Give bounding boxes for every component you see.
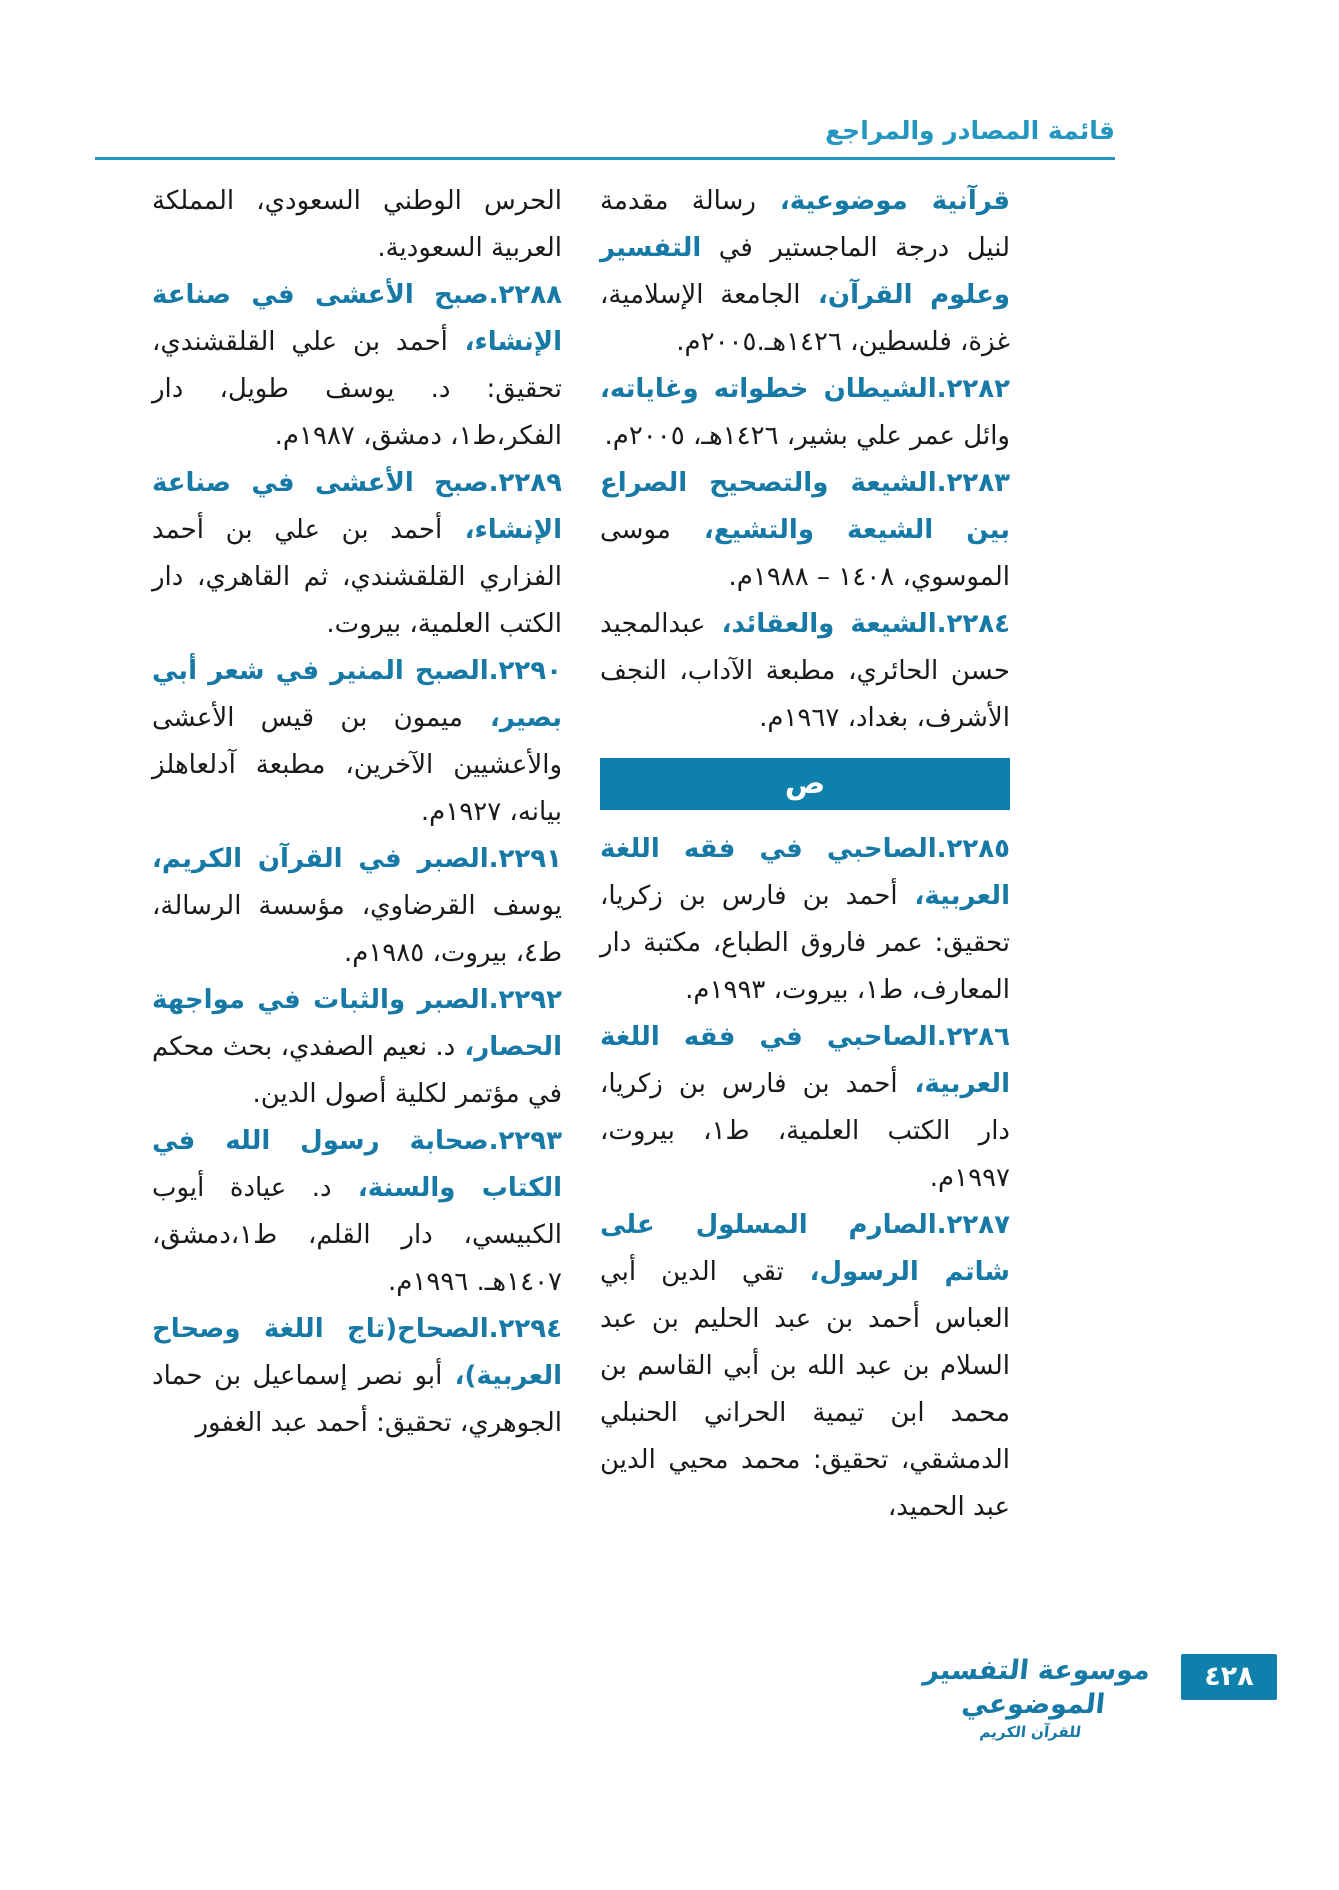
entry-body: ميمون بن قيس الأعشى والأعشيين الآخرين، مطبعة آدلعاهلز بيانه، ١٩٢٧م. [152,703,562,827]
entry-body: أحمد بن علي بن أحمد الفزاري القلقشندي، ثم القاهري، دار الكتب العلمية، بيروت. [152,515,562,639]
section-letter: ص [784,766,826,801]
bibliography-entry [152,460,562,648]
page-header [95,116,1115,160]
entry-title: ٢٢٩٢.الصبر والثبات في مواجهة الحصار، [152,985,562,1062]
bibliography-entry [600,1014,1010,1202]
entry-continuation [152,178,562,272]
publisher-logo-subtitle: للقرآن الكريم [978,1723,1083,1741]
bibliography-entry [600,1202,1010,1531]
entry-title: ٢٢٨٩.صبح الأعشى في صناعة الإنشاء، [152,468,562,545]
entry-body: عبدالمجيد حسن الحائري، مطبعة الآداب، النجف الأشرف، بغداد، ١٩٦٧م. [600,609,1010,733]
entry-continuation [600,178,1010,366]
entry-title: التفسير وعلوم القرآن، [600,233,1010,310]
entry-title: ٢٢٨٤.الشيعة والعقائد، [705,609,1010,639]
entry-body: أحمد بن علي القلقشندي، تحقيق: د. يوسف طويل، دار الفكر،ط١، دمشق، ١٩٨٧م. [152,327,562,451]
bibliography-entry [600,366,1010,460]
entry-body: أحمد بن فارس بن زكريا، تحقيق: عمر فاروق الطباع، مكتبة دار المعارف، ط١، بيروت، ١٩٩٣م. [600,881,1010,1005]
entry-title: ٢٢٨٢.الشيطان خطواته وغاياته، [600,374,1010,404]
entry-body: الحرس الوطني السعودي، المملكة العربية السعودية. [152,186,562,263]
entry-body: تقي الدين أبي العباس أحمد بن عبد الحليم بن عبد السلام بن عبد الله بن أبي القاسم بن محمد ابن تيمية الحراني الحنبلي الدمشقي، تحقيق: محمد محيي الدين عبد الحميد، [600,1257,1010,1522]
entry-body: د. نعيم الصفدي، بحث محكم في مؤتمر لكلية أصول الدين. [152,1032,562,1109]
bibliography-entry [152,977,562,1118]
entry-title: ٢٢٩٣.صحابة رسول الله في الكتاب والسنة، [152,1126,562,1203]
entry-body: رسالة مقدمة لنيل درجة الماجستير في [600,186,1010,263]
section-divider [600,758,1010,810]
column-left [152,178,562,1531]
bibliography-entry [600,826,1010,1014]
bibliography-entry [600,460,1010,601]
entry-title: ٢٢٨٨.صبح الأعشى في صناعة الإنشاء، [152,280,562,357]
page-number-badge: ٤٢٨ [1181,1654,1277,1700]
entry-title: ٢٢٨٧.الصارم المسلول على شاتم الرسول، [600,1210,1010,1287]
bibliography-entry [600,601,1010,742]
entry-body: يوسف القرضاوي، مؤسسة الرسالة، ط٤، بيروت، ١٩٨٥م. [152,891,562,968]
publisher-logo-title: موسوعة التفسير الموضوعي [922,1655,1152,1720]
entry-title: ٢٢٨٦.الصاحبي في فقه اللغة العربية، [600,1022,1010,1099]
entry-body: الجامعة الإسلامية، غزة، فلسطين، ١٤٢٦هـ.٢٠٠٥م. [600,280,1010,357]
entry-title: ٢٢٨٥.الصاحبي في فقه اللغة العربية، [600,834,1010,911]
entry-title: ٢٢٩١.الصبر في القرآن الكريم، [152,844,562,874]
bibliography-entry [152,836,562,977]
entry-title: ٢٢٩٤.الصحاح(تاج اللغة وصحاح العربية)، [152,1314,562,1391]
bibliography-entry [152,1306,562,1447]
column-right [600,178,1010,1531]
page-header-title: قائمة المصادر والمراجع [825,116,1115,145]
publisher-logo [904,1654,1163,1742]
entry-body: وائل عمر علي بشير، ١٤٢٦هـ، ٢٠٠٥م. [604,421,1010,451]
entry-body: أبو نصر إسماعيل بن حماد الجوهري، تحقيق: أحمد عبد الغفور [152,1361,562,1438]
entry-body: د. عيادة أيوب الكبيسي، دار القلم، ط١،دمشق، ١٤٠٧هـ. ١٩٩٦م. [152,1173,562,1297]
entry-title: ٢٢٨٣.الشيعة والتصحيح الصراع بين الشيعة والتشيع، [600,468,1010,545]
entry-title: قرآنية موضوعية، [755,186,1010,216]
bibliography-content [152,178,1010,1531]
entry-title: ٢٢٩٠.الصبح المنير في شعر أبي بصير، [152,656,562,733]
bibliography-entry [152,272,562,460]
bibliography-entry [152,648,562,836]
bibliography-entry [152,1118,562,1306]
entry-body: موسى الموسوي، ١٤٠٨ – ١٩٨٨م. [600,515,1010,592]
entry-body: أحمد بن فارس بن زكريا، دار الكتب العلمية، ط١، بيروت، ١٩٩٧م. [600,1069,1010,1193]
